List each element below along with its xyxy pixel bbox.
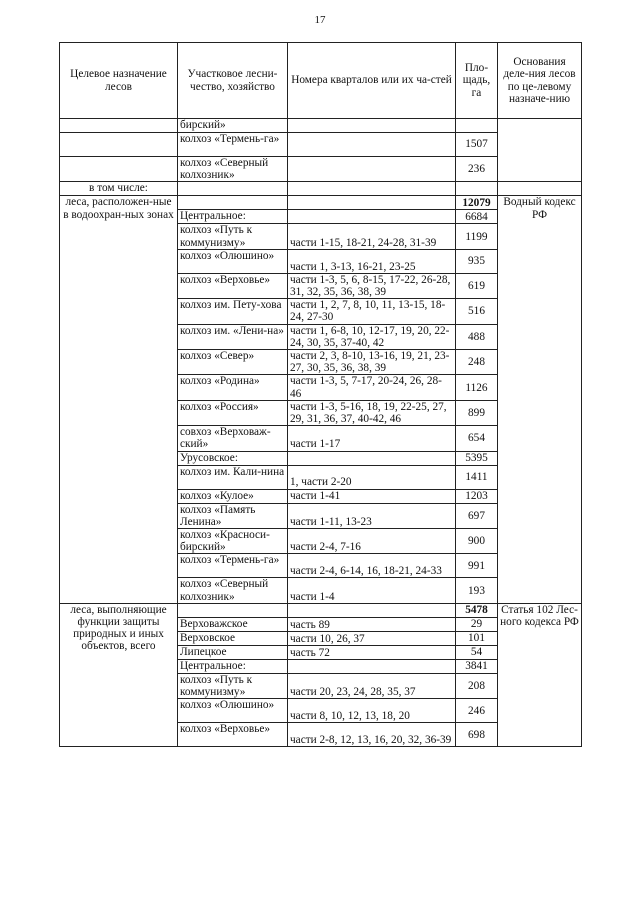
quarters-cell bbox=[288, 451, 456, 465]
forestry-cell: колхоз «Родина» bbox=[178, 375, 288, 400]
purpose-cell: в том числе: bbox=[60, 182, 178, 196]
area-cell: 900 bbox=[456, 529, 498, 554]
forestry-cell: Липецкое bbox=[178, 645, 288, 659]
table-row bbox=[60, 119, 582, 133]
quarters-cell: части 1-15, 18-21, 24-28, 31-39 bbox=[288, 224, 456, 249]
quarters-cell: части 8, 10, 12, 13, 18, 20 bbox=[288, 699, 456, 723]
basis-cell: Водный кодекс РФ bbox=[498, 196, 582, 603]
quarters-cell bbox=[288, 157, 456, 182]
header-area: Пло-щадь, га bbox=[456, 43, 498, 119]
quarters-cell: части 1, 2, 7, 8, 10, 11, 13-15, 18-24, 27-30 bbox=[288, 299, 456, 324]
quarters-cell: части 2-4, 6-14, 16, 18-21, 24-33 bbox=[288, 554, 456, 578]
forestry-cell: колхоз «Красноси-бирский» bbox=[178, 529, 288, 554]
quarters-cell: части 2, 3, 8-10, 13-16, 19, 21, 23-27, 30, 35, 36, 38, 39 bbox=[288, 350, 456, 375]
forestry-cell: колхоз «Термень-га» bbox=[178, 554, 288, 578]
forestry-cell: колхоз им. Кали-нина bbox=[178, 465, 288, 489]
area-cell: 29 bbox=[456, 617, 498, 631]
area-total-cell: 12079 bbox=[456, 196, 498, 210]
quarters-cell bbox=[288, 210, 456, 224]
forestry-cell: колхоз им. Пету-хова bbox=[178, 299, 288, 324]
area-cell: 6684 bbox=[456, 210, 498, 224]
quarters-cell: часть 89 bbox=[288, 617, 456, 631]
basis-cell bbox=[498, 182, 582, 196]
quarters-cell: части 1, 6-8, 10, 12-17, 19, 20, 22-24, 30, 35, 37-40, 42 bbox=[288, 324, 456, 349]
quarters-cell: части 20, 23, 24, 28, 35, 37 bbox=[288, 673, 456, 698]
quarters-cell: части 1-4 bbox=[288, 578, 456, 603]
area-cell: 193 bbox=[456, 578, 498, 603]
quarters-cell bbox=[288, 603, 456, 617]
quarters-cell: части 1-41 bbox=[288, 489, 456, 503]
area-cell: 1203 bbox=[456, 489, 498, 503]
area-cell: 516 bbox=[456, 299, 498, 324]
area-cell: 1411 bbox=[456, 465, 498, 489]
header-forestry: Участковое лесни-чество, хозяйство bbox=[178, 43, 288, 119]
page-number: 17 bbox=[314, 14, 326, 26]
forestry-cell: Центральное: bbox=[178, 210, 288, 224]
forestry-cell: колхоз «Северный колхозник» bbox=[178, 157, 288, 182]
purpose-cell: леса, выполняющие функции защиты природных и иных объектов, всего bbox=[60, 603, 178, 746]
table-row bbox=[60, 603, 582, 617]
area-cell: 654 bbox=[456, 426, 498, 451]
quarters-cell: части 1-3, 5-16, 18, 19, 22-25, 27, 29, 31, 36, 37, 40-42, 46 bbox=[288, 400, 456, 425]
forestry-cell: колхоз «Путь к коммунизму» bbox=[178, 673, 288, 698]
forestry-cell: колхоз «Россия» bbox=[178, 400, 288, 425]
area-total-cell: 5478 bbox=[456, 603, 498, 617]
area-cell bbox=[456, 182, 498, 196]
area-cell: 101 bbox=[456, 631, 498, 645]
basis-cell bbox=[498, 119, 582, 182]
quarters-cell bbox=[288, 196, 456, 210]
table-row bbox=[60, 196, 582, 210]
area-cell: 698 bbox=[456, 723, 498, 747]
forestry-cell bbox=[178, 196, 288, 210]
area-cell: 488 bbox=[456, 324, 498, 349]
area-cell: 935 bbox=[456, 249, 498, 273]
forestry-cell: колхоз «Верховье» bbox=[178, 273, 288, 298]
area-cell: 54 bbox=[456, 645, 498, 659]
forestry-cell: колхоз «Кулое» bbox=[178, 489, 288, 503]
forestry-cell: колхоз «Память Ленина» bbox=[178, 503, 288, 528]
header-quarters: Номера кварталов или их ча-стей bbox=[288, 43, 456, 119]
area-cell: 1507 bbox=[456, 133, 498, 157]
quarters-cell bbox=[288, 659, 456, 673]
quarters-cell: части 1-17 bbox=[288, 426, 456, 451]
forestry-cell bbox=[178, 603, 288, 617]
purpose-cell: леса, расположен-ные в водоохран-ных зонах bbox=[60, 196, 178, 603]
forestry-cell: колхоз «Верховье» bbox=[178, 723, 288, 747]
quarters-cell: части 1-3, 5, 6, 8-15, 17-22, 26-28, 31, 32, 35, 36, 38, 39 bbox=[288, 273, 456, 298]
purpose-cell bbox=[60, 157, 178, 182]
quarters-cell: части 2-4, 7-16 bbox=[288, 529, 456, 554]
area-cell: 248 bbox=[456, 350, 498, 375]
quarters-cell: части 1, 3-13, 16-21, 23-25 bbox=[288, 249, 456, 273]
area-cell: 899 bbox=[456, 400, 498, 425]
quarters-cell: 1, части 2-20 bbox=[288, 465, 456, 489]
header-purpose: Целевое назначение лесов bbox=[60, 43, 178, 119]
forestry-cell: колхоз «Север» bbox=[178, 350, 288, 375]
header-basis: Основания деле-ния лесов по це-левому назначе-нию bbox=[498, 43, 582, 119]
forestry-cell: Верховское bbox=[178, 631, 288, 645]
quarters-cell: части 10, 26, 37 bbox=[288, 631, 456, 645]
quarters-cell: часть 72 bbox=[288, 645, 456, 659]
area-cell: 246 bbox=[456, 699, 498, 723]
purpose-cell bbox=[60, 133, 178, 157]
purpose-cell bbox=[60, 119, 178, 133]
forestry-cell: бирский» bbox=[178, 119, 288, 133]
area-cell bbox=[456, 119, 498, 133]
area-cell: 236 bbox=[456, 157, 498, 182]
forestry-cell: колхоз «Северный колхозник» bbox=[178, 578, 288, 603]
forestry-cell: колхоз им. «Лени-на» bbox=[178, 324, 288, 349]
area-cell: 1199 bbox=[456, 224, 498, 249]
area-cell: 991 bbox=[456, 554, 498, 578]
area-cell: 208 bbox=[456, 673, 498, 698]
area-cell: 3841 bbox=[456, 659, 498, 673]
quarters-cell: части 1-3, 5, 7-17, 20-24, 26, 28-46 bbox=[288, 375, 456, 400]
table-row bbox=[60, 182, 582, 196]
forestry-cell: колхоз «Олюшино» bbox=[178, 249, 288, 273]
forestry-cell bbox=[178, 182, 288, 196]
forestry-cell: колхоз «Путь к коммунизму» bbox=[178, 224, 288, 249]
area-cell: 5395 bbox=[456, 451, 498, 465]
quarters-cell bbox=[288, 119, 456, 133]
forestry-cell: Верховажское bbox=[178, 617, 288, 631]
basis-cell: Статья 102 Лес-ного кодекса РФ bbox=[498, 603, 582, 746]
forest-purpose-table bbox=[59, 42, 582, 747]
quarters-cell: части 1-11, 13-23 bbox=[288, 503, 456, 528]
quarters-cell bbox=[288, 133, 456, 157]
area-cell: 697 bbox=[456, 503, 498, 528]
forestry-cell: Урусовское: bbox=[178, 451, 288, 465]
forestry-cell: Центральное: bbox=[178, 659, 288, 673]
forestry-cell: колхоз «Термень-га» bbox=[178, 133, 288, 157]
forestry-cell: совхоз «Верховаж-ский» bbox=[178, 426, 288, 451]
area-cell: 1126 bbox=[456, 375, 498, 400]
quarters-cell: части 2-8, 12, 13, 16, 20, 32, 36-39 bbox=[288, 723, 456, 747]
forestry-cell: колхоз «Олюшино» bbox=[178, 699, 288, 723]
quarters-cell bbox=[288, 182, 456, 196]
area-cell: 619 bbox=[456, 273, 498, 298]
